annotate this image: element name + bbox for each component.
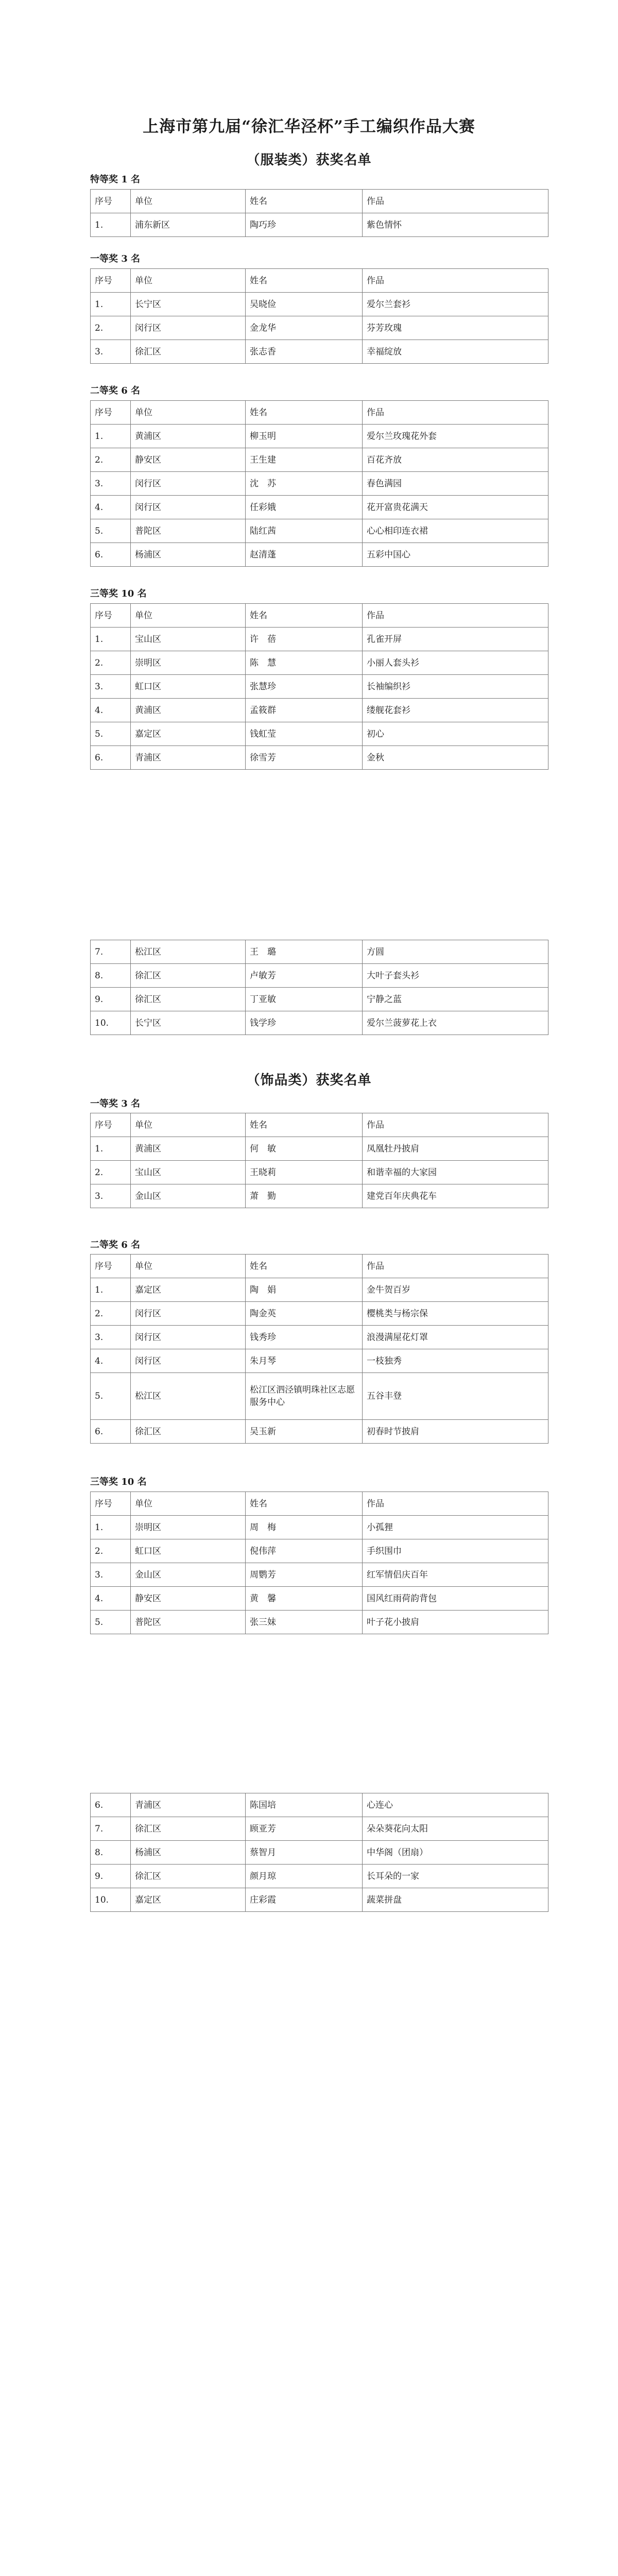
clothing-second-table	[90, 400, 548, 567]
table-row	[91, 1302, 548, 1326]
unit-cell: 徐汇区	[131, 340, 246, 364]
name-cell: 许 蓓	[246, 628, 363, 651]
table-header-row	[91, 1255, 548, 1278]
accessory-subtitle: （饰品类）获奖名单	[246, 1073, 372, 1088]
seq-cell: 2.	[91, 651, 131, 675]
header-cell: 作品	[363, 1255, 548, 1278]
work-cell: 缕舰花套衫	[363, 699, 548, 722]
table-row	[91, 519, 548, 543]
table-row	[91, 316, 548, 340]
clothing-special-table	[90, 189, 548, 237]
unit-cell: 长宁区	[131, 1011, 246, 1035]
header-cell: 作品	[363, 1113, 548, 1137]
unit-cell: 黄浦区	[131, 1137, 246, 1161]
clothing-third-table-a	[90, 603, 548, 770]
seq-cell: 1.	[91, 1278, 131, 1302]
table-row	[91, 1865, 548, 1888]
accessory-first-table	[90, 1113, 548, 1208]
seq-cell: 2.	[91, 316, 131, 340]
header-cell: 作品	[363, 269, 548, 293]
work-cell: 小丽人套头衫	[363, 651, 548, 675]
work-cell: 金秋	[363, 746, 548, 770]
seq-cell: 4.	[91, 496, 131, 519]
work-cell: 百花齐放	[363, 448, 548, 472]
work-cell: 幸福绽放	[363, 340, 548, 364]
work-cell: 和谐幸福的大家园	[363, 1161, 548, 1184]
work-cell: 孔雀开屏	[363, 628, 548, 651]
header-cell: 作品	[363, 1492, 548, 1516]
table-row	[91, 293, 548, 316]
table-header-row	[91, 190, 548, 213]
name-cell: 钱虹莹	[246, 722, 363, 746]
header-cell: 序号	[91, 401, 131, 425]
table-row	[91, 1587, 548, 1611]
seq-cell: 3.	[91, 1326, 131, 1349]
work-cell: 爱尔兰玫瑰花外套	[363, 425, 548, 448]
table-row	[91, 213, 548, 237]
work-cell: 金牛贺百岁	[363, 1278, 548, 1302]
unit-cell: 松江区	[131, 1373, 246, 1420]
table-row	[91, 1516, 548, 1539]
accessory-first-title: 一等奖 3 名	[90, 1098, 141, 1109]
table-row	[91, 699, 548, 722]
accessory-third-table-a	[90, 1492, 548, 1634]
unit-cell: 闵行区	[131, 1302, 246, 1326]
header-cell: 姓名	[246, 1113, 363, 1137]
accessory-third-table-b	[90, 1793, 548, 1912]
clothing-first-title: 一等奖 3 名	[90, 253, 141, 264]
table-row	[91, 675, 548, 699]
name-cell: 钱秀珍	[246, 1326, 363, 1349]
table-row	[91, 964, 548, 988]
work-cell: 红军情侣庆百年	[363, 1563, 548, 1587]
name-cell: 王晓莉	[246, 1161, 363, 1184]
unit-cell: 崇明区	[131, 1516, 246, 1539]
seq-cell: 1.	[91, 1516, 131, 1539]
unit-cell: 虹口区	[131, 675, 246, 699]
name-cell: 周鹦芳	[246, 1563, 363, 1587]
unit-cell: 嘉定区	[131, 1278, 246, 1302]
table-header-row	[91, 269, 548, 293]
header-cell: 单位	[131, 604, 246, 628]
unit-cell: 闵行区	[131, 1349, 246, 1373]
unit-cell: 青浦区	[131, 746, 246, 770]
name-cell: 蔡智月	[246, 1841, 363, 1865]
seq-cell: 2.	[91, 1539, 131, 1563]
name-cell: 王生建	[246, 448, 363, 472]
work-cell: 国风红雨荷韵背包	[363, 1587, 548, 1611]
seq-cell: 5.	[91, 722, 131, 746]
work-cell: 爱尔兰套衫	[363, 293, 548, 316]
seq-cell: 3.	[91, 675, 131, 699]
table-row	[91, 1563, 548, 1587]
header-cell: 单位	[131, 401, 246, 425]
work-cell: 小孤狸	[363, 1516, 548, 1539]
clothing-first-table	[90, 268, 548, 364]
name-cell: 赵清蓬	[246, 543, 363, 567]
name-cell: 陈 慧	[246, 651, 363, 675]
page-title: 上海市第九届“徐汇华泾杯”手工编织作品大赛	[143, 117, 475, 136]
unit-cell: 嘉定区	[131, 1888, 246, 1912]
unit-cell: 黄浦区	[131, 425, 246, 448]
seq-cell: 1.	[91, 213, 131, 237]
table-row	[91, 1373, 548, 1420]
unit-cell: 宝山区	[131, 628, 246, 651]
work-cell: 中华阁（团扇）	[363, 1841, 548, 1865]
table-row	[91, 940, 548, 964]
unit-cell: 闵行区	[131, 1326, 246, 1349]
accessory-second-title: 二等奖 6 名	[90, 1240, 141, 1250]
seq-cell: 1.	[91, 628, 131, 651]
work-cell: 长袖编织衫	[363, 675, 548, 699]
table-header-row	[91, 604, 548, 628]
header-cell: 姓名	[246, 604, 363, 628]
seq-cell: 1.	[91, 293, 131, 316]
seq-cell: 3.	[91, 1184, 131, 1208]
seq-cell: 2.	[91, 1302, 131, 1326]
seq-cell: 4.	[91, 1587, 131, 1611]
seq-cell: 4.	[91, 1349, 131, 1373]
table-row	[91, 988, 548, 1011]
header-cell: 姓名	[246, 269, 363, 293]
table-header-row	[91, 1492, 548, 1516]
unit-cell: 杨浦区	[131, 543, 246, 567]
table-row	[91, 1011, 548, 1035]
work-cell: 长耳朵的一家	[363, 1865, 548, 1888]
unit-cell: 金山区	[131, 1184, 246, 1208]
name-cell: 吴晓俭	[246, 293, 363, 316]
work-cell: 方圆	[363, 940, 548, 964]
unit-cell: 徐汇区	[131, 1420, 246, 1444]
name-cell: 张慧珍	[246, 675, 363, 699]
seq-cell: 8.	[91, 964, 131, 988]
unit-cell: 崇明区	[131, 651, 246, 675]
seq-cell: 2.	[91, 1161, 131, 1184]
name-cell: 徐雪芳	[246, 746, 363, 770]
table-row	[91, 1278, 548, 1302]
table-header-row	[91, 1113, 548, 1137]
unit-cell: 虹口区	[131, 1539, 246, 1563]
table-row	[91, 1349, 548, 1373]
name-cell: 陶巧珍	[246, 213, 363, 237]
clothing-subtitle: （服装类）获奖名单	[246, 152, 372, 168]
work-cell: 春色满园	[363, 472, 548, 496]
name-cell: 萧 勤	[246, 1184, 363, 1208]
name-cell: 张三妹	[246, 1611, 363, 1634]
work-cell: 樱桃类与杨宗保	[363, 1302, 548, 1326]
work-cell: 建党百年庆典花车	[363, 1184, 548, 1208]
header-cell: 序号	[91, 1113, 131, 1137]
unit-cell: 静安区	[131, 1587, 246, 1611]
name-cell: 顾亚芳	[246, 1817, 363, 1841]
unit-cell: 闵行区	[131, 316, 246, 340]
header-cell: 单位	[131, 269, 246, 293]
unit-cell: 嘉定区	[131, 722, 246, 746]
clothing-third-table-b	[90, 940, 548, 1035]
table-row	[91, 448, 548, 472]
header-cell: 单位	[131, 1255, 246, 1278]
header-cell: 作品	[363, 190, 548, 213]
table-row	[91, 472, 548, 496]
work-cell: 爱尔兰菠萝花上衣	[363, 1011, 548, 1035]
work-cell: 心心相印连衣裙	[363, 519, 548, 543]
table-row	[91, 628, 548, 651]
clothing-third-title: 三等奖 10 名	[90, 588, 147, 599]
unit-cell: 宝山区	[131, 1161, 246, 1184]
header-cell: 单位	[131, 1492, 246, 1516]
unit-cell: 徐汇区	[131, 988, 246, 1011]
work-cell: 五谷丰登	[363, 1373, 548, 1420]
name-cell: 柳玉明	[246, 425, 363, 448]
seq-cell: 9.	[91, 988, 131, 1011]
name-cell: 沈 苏	[246, 472, 363, 496]
name-cell: 陶 娟	[246, 1278, 363, 1302]
seq-cell: 9.	[91, 1865, 131, 1888]
header-cell: 序号	[91, 1492, 131, 1516]
seq-cell: 4.	[91, 699, 131, 722]
name-cell: 卢敏芳	[246, 964, 363, 988]
seq-cell: 8.	[91, 1841, 131, 1865]
table-row	[91, 1793, 548, 1817]
table-row	[91, 1137, 548, 1161]
work-cell: 心连心	[363, 1793, 548, 1817]
table-row	[91, 1326, 548, 1349]
name-cell: 朱月琴	[246, 1349, 363, 1373]
unit-cell: 浦东新区	[131, 213, 246, 237]
unit-cell: 徐汇区	[131, 1865, 246, 1888]
seq-cell: 5.	[91, 1611, 131, 1634]
unit-cell: 闵行区	[131, 496, 246, 519]
unit-cell: 杨浦区	[131, 1841, 246, 1865]
seq-cell: 5.	[91, 519, 131, 543]
work-cell: 五彩中国心	[363, 543, 548, 567]
work-cell: 浪漫满屋花灯罩	[363, 1326, 548, 1349]
work-cell: 蔬菜拼盘	[363, 1888, 548, 1912]
table-row	[91, 543, 548, 567]
header-cell: 姓名	[246, 190, 363, 213]
work-cell: 一枝独秀	[363, 1349, 548, 1373]
name-cell: 张志香	[246, 340, 363, 364]
unit-cell: 静安区	[131, 448, 246, 472]
header-cell: 作品	[363, 401, 548, 425]
table-row	[91, 1817, 548, 1841]
header-cell: 姓名	[246, 1492, 363, 1516]
unit-cell: 松江区	[131, 940, 246, 964]
unit-cell: 徐汇区	[131, 1817, 246, 1841]
unit-cell: 黄浦区	[131, 699, 246, 722]
unit-cell: 闵行区	[131, 472, 246, 496]
unit-cell: 普陀区	[131, 1611, 246, 1634]
name-cell: 丁亚敏	[246, 988, 363, 1011]
header-cell: 作品	[363, 604, 548, 628]
name-cell: 钱学珍	[246, 1011, 363, 1035]
name-cell: 陈国培	[246, 1793, 363, 1817]
table-row	[91, 722, 548, 746]
name-cell: 松江区泗泾镇明珠社区志愿服务中心	[246, 1373, 363, 1420]
unit-cell: 徐汇区	[131, 964, 246, 988]
table-row	[91, 425, 548, 448]
table-row	[91, 1841, 548, 1865]
seq-cell: 2.	[91, 448, 131, 472]
name-cell: 金龙华	[246, 316, 363, 340]
name-cell: 陆红茜	[246, 519, 363, 543]
table-row	[91, 496, 548, 519]
unit-cell: 长宁区	[131, 293, 246, 316]
clothing-special-title: 特等奖 1 名	[90, 174, 141, 185]
table-row	[91, 1161, 548, 1184]
seq-cell: 1.	[91, 1137, 131, 1161]
seq-cell: 3.	[91, 340, 131, 364]
header-cell: 序号	[91, 604, 131, 628]
seq-cell: 7.	[91, 940, 131, 964]
work-cell: 凤凰牡丹披肩	[363, 1137, 548, 1161]
unit-cell: 青浦区	[131, 1793, 246, 1817]
work-cell: 花开富贵花满天	[363, 496, 548, 519]
seq-cell: 7.	[91, 1817, 131, 1841]
seq-cell: 1.	[91, 425, 131, 448]
unit-cell: 普陀区	[131, 519, 246, 543]
unit-cell: 金山区	[131, 1563, 246, 1587]
clothing-second-title: 二等奖 6 名	[90, 385, 141, 396]
name-cell: 王 璐	[246, 940, 363, 964]
work-cell: 芬芳玫瑰	[363, 316, 548, 340]
table-row	[91, 651, 548, 675]
table-row	[91, 1888, 548, 1912]
work-cell: 叶子花小披肩	[363, 1611, 548, 1634]
table-row	[91, 746, 548, 770]
header-cell: 单位	[131, 190, 246, 213]
name-cell: 孟筱群	[246, 699, 363, 722]
seq-cell: 3.	[91, 472, 131, 496]
name-cell: 何 敏	[246, 1137, 363, 1161]
header-cell: 姓名	[246, 1255, 363, 1278]
table-row	[91, 1420, 548, 1444]
table-row	[91, 1539, 548, 1563]
work-cell: 初心	[363, 722, 548, 746]
name-cell: 陶金英	[246, 1302, 363, 1326]
work-cell: 宁静之蓝	[363, 988, 548, 1011]
accessory-second-table	[90, 1254, 548, 1444]
name-cell: 倪伟萍	[246, 1539, 363, 1563]
name-cell: 颜月琼	[246, 1865, 363, 1888]
table-header-row	[91, 401, 548, 425]
name-cell: 黄 馨	[246, 1587, 363, 1611]
header-cell: 单位	[131, 1113, 246, 1137]
work-cell: 紫色情怀	[363, 213, 548, 237]
accessory-third-title: 三等奖 10 名	[90, 1477, 147, 1487]
seq-cell: 6.	[91, 1420, 131, 1444]
seq-cell: 10.	[91, 1888, 131, 1912]
name-cell: 周 梅	[246, 1516, 363, 1539]
seq-cell: 10.	[91, 1011, 131, 1035]
work-cell: 大叶子套头衫	[363, 964, 548, 988]
header-cell: 序号	[91, 1255, 131, 1278]
table-row	[91, 1184, 548, 1208]
seq-cell: 6.	[91, 746, 131, 770]
work-cell: 朵朵葵花向太阳	[363, 1817, 548, 1841]
header-cell: 姓名	[246, 401, 363, 425]
name-cell: 任彩娥	[246, 496, 363, 519]
work-cell: 初春时节披肩	[363, 1420, 548, 1444]
work-cell: 手织围巾	[363, 1539, 548, 1563]
seq-cell: 5.	[91, 1373, 131, 1420]
table-row	[91, 340, 548, 364]
seq-cell: 3.	[91, 1563, 131, 1587]
header-cell: 序号	[91, 269, 131, 293]
name-cell: 庄彩霞	[246, 1888, 363, 1912]
seq-cell: 6.	[91, 543, 131, 567]
table-row	[91, 1611, 548, 1634]
header-cell: 序号	[91, 190, 131, 213]
seq-cell: 6.	[91, 1793, 131, 1817]
name-cell: 吴玉新	[246, 1420, 363, 1444]
